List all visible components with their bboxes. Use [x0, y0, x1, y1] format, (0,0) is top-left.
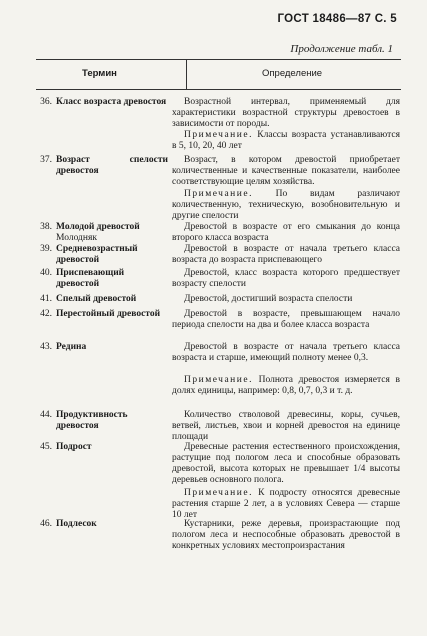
term-number: 44. [40, 410, 52, 420]
header-bottom-rule [36, 89, 401, 90]
term-number: 42. [40, 309, 52, 319]
term-number: 45. [40, 442, 52, 452]
term-name: Приспевающий древостой [56, 268, 125, 289]
term-name: Редина [56, 342, 87, 352]
term-name [56, 222, 168, 244]
column-header-term: Термин [82, 68, 117, 79]
term-number: 39. [40, 244, 52, 254]
term-definition: Древостой в возрасте от его смыкания до конца второго класса возраста [172, 222, 400, 243]
note-label: Примечание. [184, 488, 253, 498]
table-continuation-label: Продолжение табл. 1 [290, 43, 393, 55]
term-name: Класс возраста древостоя [56, 97, 167, 107]
term-main: Молодой древостой [56, 222, 140, 232]
table-top-rule [36, 59, 401, 60]
term-number: 43. [40, 342, 52, 352]
term-definition: Древостой в возрасте от начала третьего класса возраста до возраста приспевающего [172, 244, 400, 265]
note-text: По видам различают количественную, техническую, возобновительную и другие спелости [172, 189, 401, 221]
term-number: 46. [40, 519, 52, 529]
term-definition: Древостой, достигший возраста спелости [184, 294, 353, 304]
page-header: ГОСТ 18486—87 С. 5 [277, 13, 397, 25]
term-definition: Кустарники, реже деревья, произрастающие под пологом леса и неспособные образовать древостой в конкретных условиях местопроизрастания [172, 519, 400, 551]
note-text: Полнота древостоя измеряется в долях единицы, например: 0,8, 0,7, 0,3 и т. д. [172, 375, 400, 396]
note-label: Примечание. [184, 189, 253, 199]
term-name: Спелый древостой [56, 294, 137, 304]
term-number: 36. [40, 97, 52, 107]
term-number: 38. [40, 222, 52, 232]
note-text: Классы возраста устанавливаются в 5, 10, 20, 40 лет [172, 130, 401, 151]
term-note [172, 488, 400, 521]
term-number: 37. [40, 155, 52, 165]
term-note [172, 375, 400, 397]
term-number: 41. [40, 294, 52, 304]
term-definition: Возраст, в котором древостой приобретает количественные и качественные показатели, наиболее соответствующие целям хозяйства. [172, 155, 400, 187]
term-note [172, 130, 400, 152]
term-definition: Древостой в возрасте от начала третьего класса возраста и старше, имеющий полноту менее 0,3. [172, 342, 400, 363]
term-name: Перестойный древостой [56, 309, 161, 319]
term-name: Продуктивность древостоя [56, 410, 128, 431]
note-label: Примечание. [184, 130, 253, 140]
term-name: Возраст спелости древостоя [56, 155, 168, 176]
column-header-definition: Определение [262, 68, 323, 79]
term-definition: Древостой, класс возраста которого предшествует возрасту спелости [172, 268, 400, 289]
term-name: Подлесок [56, 519, 97, 529]
term-definition: Количество стволовой древесины, коры, сучьев, ветвей, листьев, хвои и корней древостоя на единице площади [172, 410, 400, 442]
term-note [172, 189, 400, 222]
note-label: Примечание. [184, 375, 253, 385]
term-definition: Древесные растения естественного происхождения, растущие под пологом леса и способные образовать древостой, высота которых не превышает 1/4 высоты деревьев основного полога. [172, 442, 400, 485]
term-name: Средневозрастный древостой [56, 244, 138, 265]
term-definition: Древостой в возрасте, превышающем начало периода спелости на два и более класса возраста [172, 309, 400, 330]
note-text: К подросту относятся древесные растения старше 2 лет, а в условиях Севера — старше 10 лет [172, 488, 400, 520]
term-definition: Возрастной интервал, применяемый для характеристики возрастной структуры древостоев в зависимости от породы. [172, 97, 400, 129]
term-number: 40. [40, 268, 52, 278]
term-synonym: Молодняк [56, 233, 97, 243]
term-name: Подрост [56, 442, 92, 452]
